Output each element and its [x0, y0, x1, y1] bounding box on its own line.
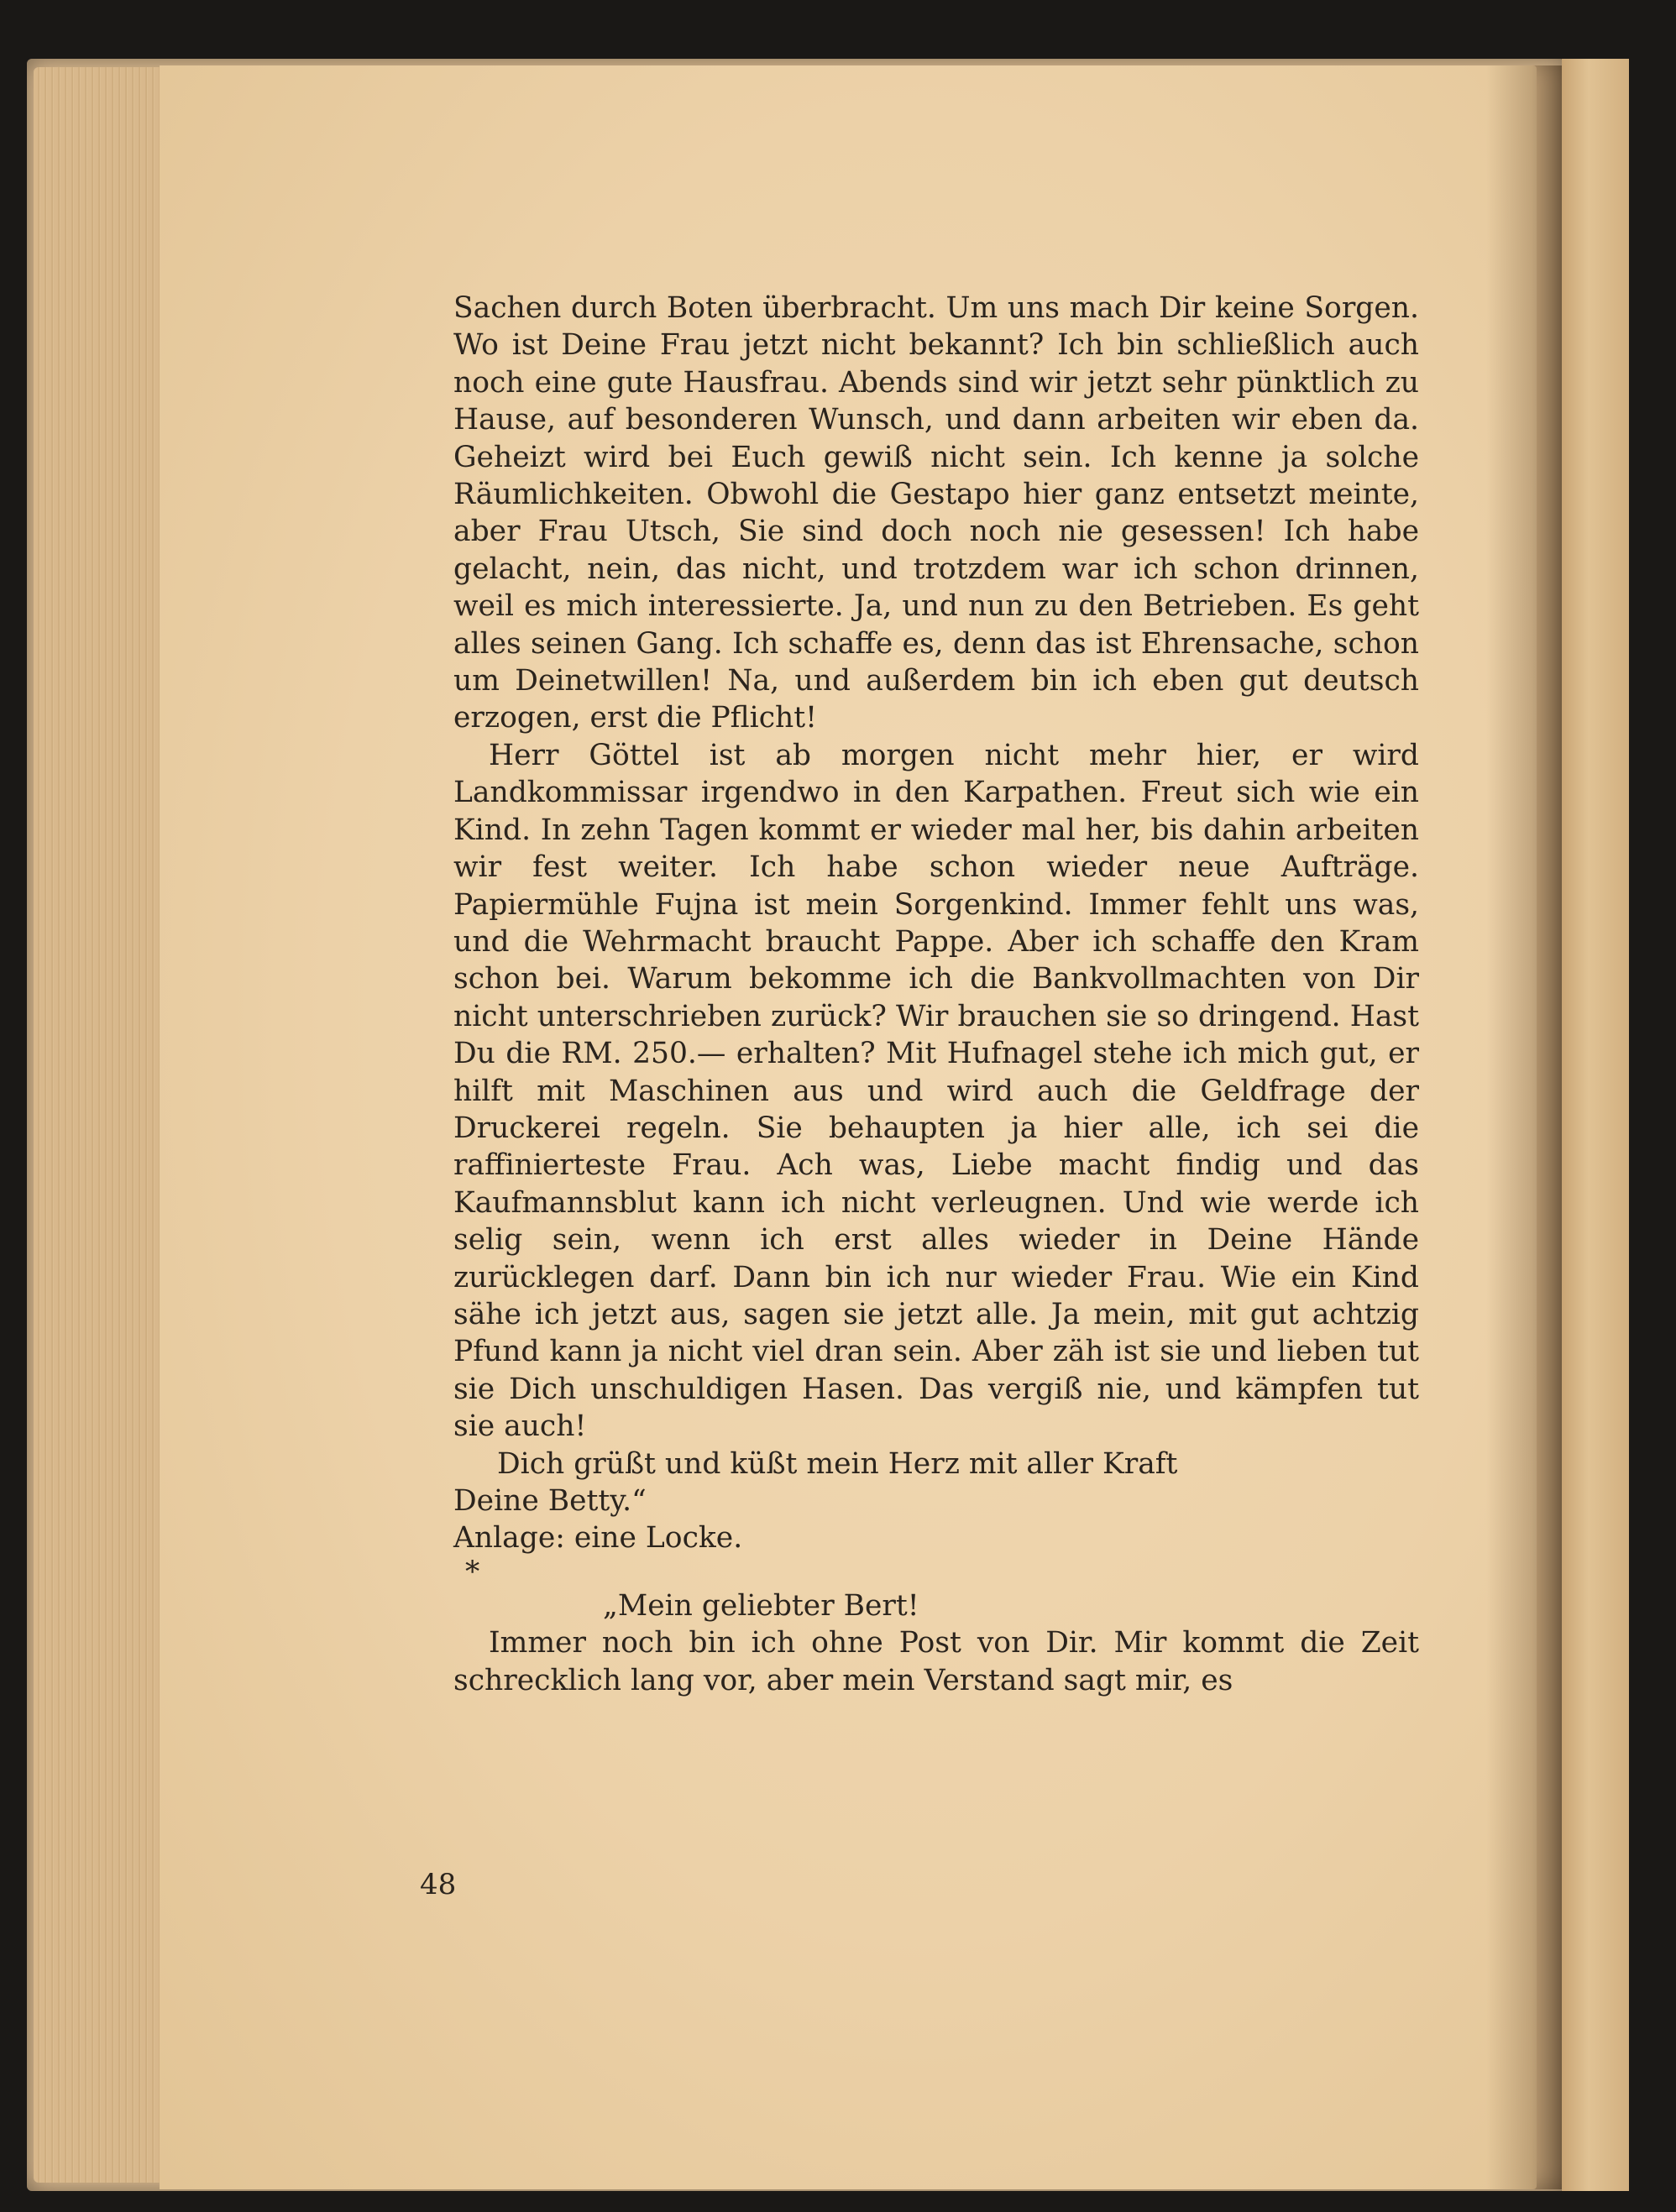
section-separator: *	[465, 1555, 480, 1589]
paragraph-continued: Sachen durch Boten überbracht. Um uns mach Dir keine Sorgen. Wo ist Deine Frau jetzt nicht bekannt? Ich bin schließlich auch noch eine gute Hausfrau. Abends sind wir jetzt sehr pünktlich zu Hause, auf besonderen Wunsch, und dann arbeiten wir eben da. Geheizt wird bei Euch gewiß nicht sein. Ich kenne ja solche Räumlichkeiten. Obwohl die Gestapo hier ganz entsetzt meinte, aber Frau Utsch, Sie sind doch noch nie gesessen! Ich habe gelacht, nein, das nicht, und trotzdem war ich schon drinnen, weil es mich interessierte. Ja, und nun zu den Betrieben. Es geht alles seinen Gang. Ich schaffe es, denn das ist Ehrensache, schon um Deinetwillen! Na, und außerdem bin ich eben gut deutsch erzogen, erst die Pflicht!	[453, 291, 1419, 735]
letter-text	[453, 290, 1419, 1699]
page-number: 48	[420, 1868, 457, 1901]
paragraph-goettel: Herr Göttel ist ab morgen nicht mehr hier, er wird Landkommissar irgendwo in den Karpathen. Freut sich wie ein Kind. In zehn Tagen kommt er wieder mal her, bis dahin arbeiten wir fest weiter. Ich habe schon wieder neue Aufträge. Papiermühle Fujna ist mein Sorgenkind. Immer fehlt uns was, und die Wehrmacht braucht Pappe. Aber ich schaffe den Kram schon bei. Warum bekomme ich die Bankvollmachten von Dir nicht unterschrieben zurück? Wir brauchen sie so dringend. Hast Du die RM. 250.— erhalten? Mit Hufnagel stehe ich mich gut, er hilft mit Maschinen aus und wird auch die Geldfrage der Druckerei regeln. Sie behaupten ja hier alle, ich sei die raffinierteste Frau. Ach was, Liebe macht findig und das Kaufmannsblut kann ich nicht verleugnen. Und wie werde ich selig sein, wenn ich erst alles wieder in Deine Hände zurücklegen darf. Dann bin ich nur wieder Frau. Wie ein Kind sähe ich jetzt aus, sagen sie jetzt alle. Ja mein, mit gut achtzig Pfund kann ja nicht viel dran sein. Aber zäh ist sie und lieben tut sie Dich unschuldigen Hasen. Das vergiß nie, und kämpfen tut sie auch!	[453, 738, 1419, 1444]
letter-signature: Deine Betty.“	[453, 1484, 647, 1518]
page-edges	[34, 67, 176, 2183]
letter-salutation: „Mein geliebter Bert!	[603, 1588, 919, 1623]
attachment-note: Anlage: eine Locke.	[453, 1521, 743, 1556]
letter-closing: Dich grüßt und küßt mein Herz mit aller Kraft	[497, 1446, 1178, 1481]
paragraph-next-letter: Immer noch bin ich ohne Post von Dir. Mir kommt die Zeit schrecklich lang vor, aber mein Verstand sagt mir, es	[453, 1626, 1419, 1697]
spine-shadow	[1486, 65, 1562, 2189]
facing-page-edge	[1562, 59, 1629, 2191]
